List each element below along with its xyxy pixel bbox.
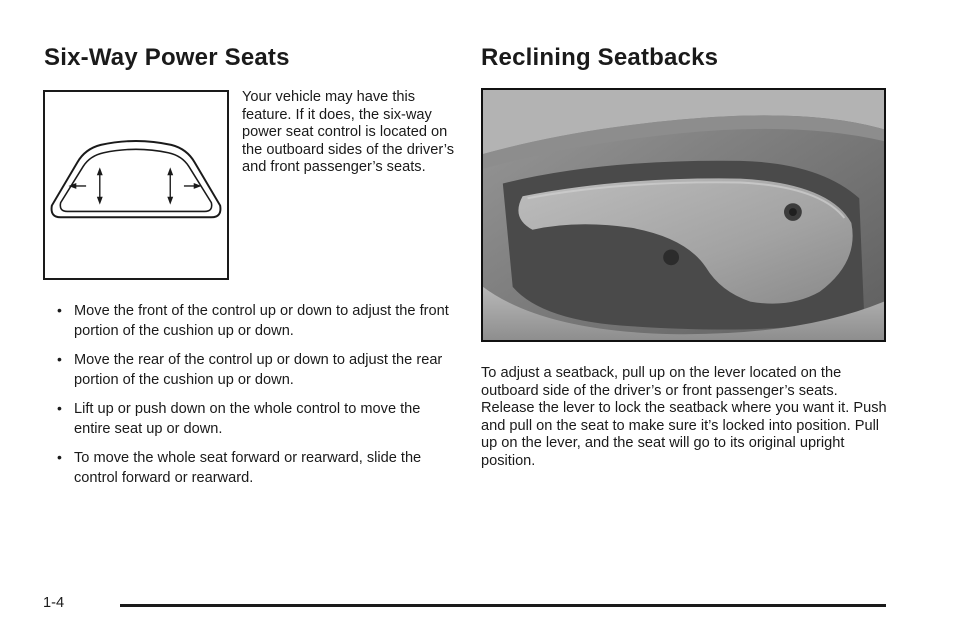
list-item: • To move the whole seat forward or rearward, slide the control forward or rearward. <box>57 449 452 488</box>
power-seat-intro-text: Your vehicle may have this feature. If it does, the six-way power seat control is located on the outboard sides of the driver’s and front passenger’s seats. <box>242 89 455 176</box>
section-heading-reclining-seatbacks: Reclining Seatbacks <box>481 44 719 71</box>
list-item: • Move the rear of the control up or down to adjust the rear portion of the cushion up or down. <box>57 351 452 390</box>
recline-lever-image <box>483 90 884 340</box>
page-number: 1-4 <box>43 595 65 611</box>
list-item: • Lift up or push down on the whole control to move the entire seat up or down. <box>57 400 452 439</box>
section-heading-power-seats: Six-Way Power Seats <box>44 44 290 71</box>
seat-control-icon <box>45 92 227 278</box>
power-seat-instructions-list <box>57 302 452 498</box>
footer-divider <box>120 604 886 607</box>
list-item: • Move the front of the control up or down to adjust the front portion of the cushion up or down. <box>57 302 452 341</box>
power-seat-control-illustration <box>43 90 229 280</box>
reclining-seatback-instructions: To adjust a seatback, pull up on the lever located on the outboard side of the driver’s or front passenger’s seats. Release the lever to lock the seatback where you want it. Push and pull on the seat to make sure it’s locked into position. Pull up on the lever, and the seat will go to its original upright position. <box>481 365 887 469</box>
seatback-lever-photo <box>481 88 886 342</box>
